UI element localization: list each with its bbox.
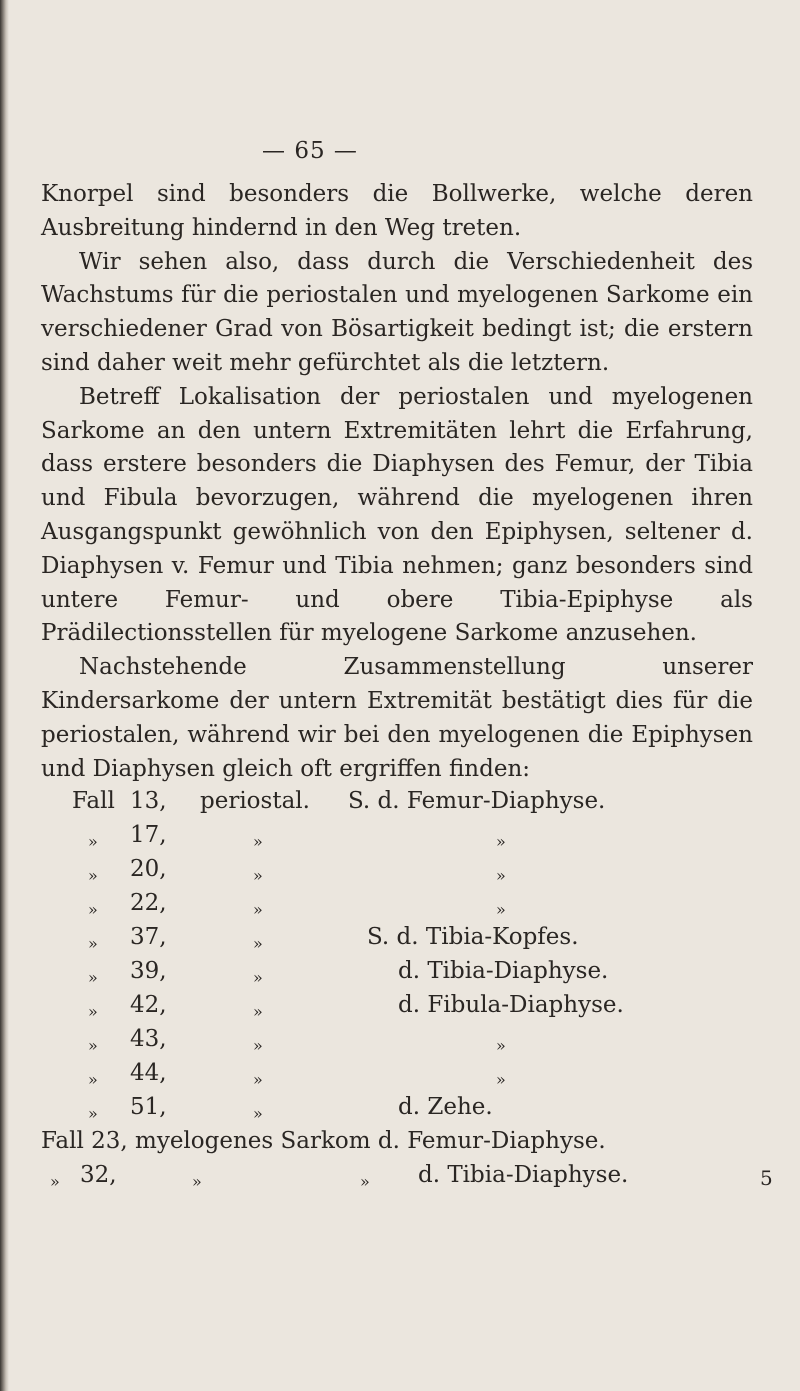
case-fall: » (88, 1104, 98, 1123)
case-num: 13, (130, 788, 167, 814)
case-num: 51, (130, 1094, 167, 1120)
case-num: 43, (130, 1026, 167, 1052)
paragraph-4: Nachstehende Zusammenstellung unserer Kindersarkome der untern Extremität bestätigt dies für die periostalen, während wir bei den myelogenen die Epiphysen und Diaphysen gleich oft ergriffen finden: (41, 654, 753, 782)
case-fall: » (88, 968, 98, 987)
case-fall: » (88, 900, 98, 919)
case-num: 32, (80, 1162, 117, 1188)
case-type: » (253, 1002, 263, 1021)
case-fall: » (88, 832, 98, 851)
case-site: » (496, 1070, 506, 1089)
myelo-case-text: Fall 23, myelogenes Sarkom d. Femur-Diaphyse. (41, 1128, 606, 1154)
case-type: » (192, 1172, 202, 1191)
case-fall: Fall (72, 788, 115, 814)
case-type: » (253, 900, 263, 919)
case-num: 20, (130, 856, 167, 882)
case-num: 39, (130, 958, 167, 984)
paragraph-3: Betreff Lokalisation der periostalen und myelogenen Sarkome an den untern Extremitäten lehrt die Erfahrung, dass erstere besonders die Diaphysen des Femur, der Tibia und Fibula bevorzugen, während die myelogenen ihren Ausgangspunkt gewöhnlich von den Epiphysen, seltener d. Diaphysen v. Femur und Tibia nehmen; ganz besonders sind untere Femur- und obere Tibia-Epiphyse als Prädilectionsstellen für myelogene Sarkome anzusehen. (41, 383, 753, 647)
case-site: d. Tibia-Diaphyse. (398, 958, 609, 984)
case-type: » (253, 866, 263, 885)
case-fall: » (88, 1036, 98, 1055)
case-site: » (496, 832, 506, 851)
case-fall: » (88, 1002, 98, 1021)
case-site: d. Fibula-Diaphyse. (398, 992, 624, 1018)
case-type: » (253, 1036, 263, 1055)
case-fall: » (88, 866, 98, 885)
case-type: » (253, 1070, 263, 1089)
case-row (0, 989, 800, 1023)
paragraph-2: Wir sehen also, dass durch die Verschiedenheit des Wachstums für die periostalen und myelogenen Sarkome ein verschiedener Grad von Bösartigkeit bedingt ist; die erstern sind daher weit mehr gefürchtet als die letztern. (41, 248, 753, 376)
body-text (41, 178, 753, 786)
case-fall: » (88, 934, 98, 953)
case-row (0, 887, 800, 921)
case-num: 42, (130, 992, 167, 1018)
case-row (0, 819, 800, 853)
case-num: 17, (130, 822, 167, 848)
signature-mark: 5 (760, 1166, 773, 1190)
case-site: » (496, 866, 506, 885)
page-number: — 65 — (262, 138, 358, 164)
case-site: d. Zehe. (398, 1094, 493, 1120)
case-site: S. d. Tibia-Kopfes. (367, 924, 579, 950)
case-row (0, 1091, 800, 1125)
case-row (0, 853, 800, 887)
case-num: 22, (130, 890, 167, 916)
case-row (0, 955, 800, 989)
case-site: S. d. Femur-Diaphyse. (348, 788, 606, 814)
case-site: d. Tibia-Diaphyse. (418, 1162, 629, 1188)
case-type: periostal. (200, 788, 310, 814)
case-fall: » (88, 1070, 98, 1089)
case-type: » (253, 934, 263, 953)
case-row (0, 1023, 800, 1057)
case-num: 44, (130, 1060, 167, 1086)
case-row (0, 921, 800, 955)
case-type: » (253, 1104, 263, 1123)
paragraph-1: Knorpel sind besonders die Bollwerke, welche deren Ausbreitung hindernd in den Weg treten. (41, 181, 753, 241)
myelo-case-row (0, 1125, 800, 1159)
case-type: » (253, 968, 263, 987)
case-sarkom: » (360, 1172, 370, 1191)
case-type: » (253, 832, 263, 851)
case-fall: » (50, 1172, 60, 1191)
myelo-case-row (0, 1159, 800, 1193)
case-row (0, 785, 800, 819)
case-site: » (496, 900, 506, 919)
case-site: » (496, 1036, 506, 1055)
case-num: 37, (130, 924, 167, 950)
case-row (0, 1057, 800, 1091)
